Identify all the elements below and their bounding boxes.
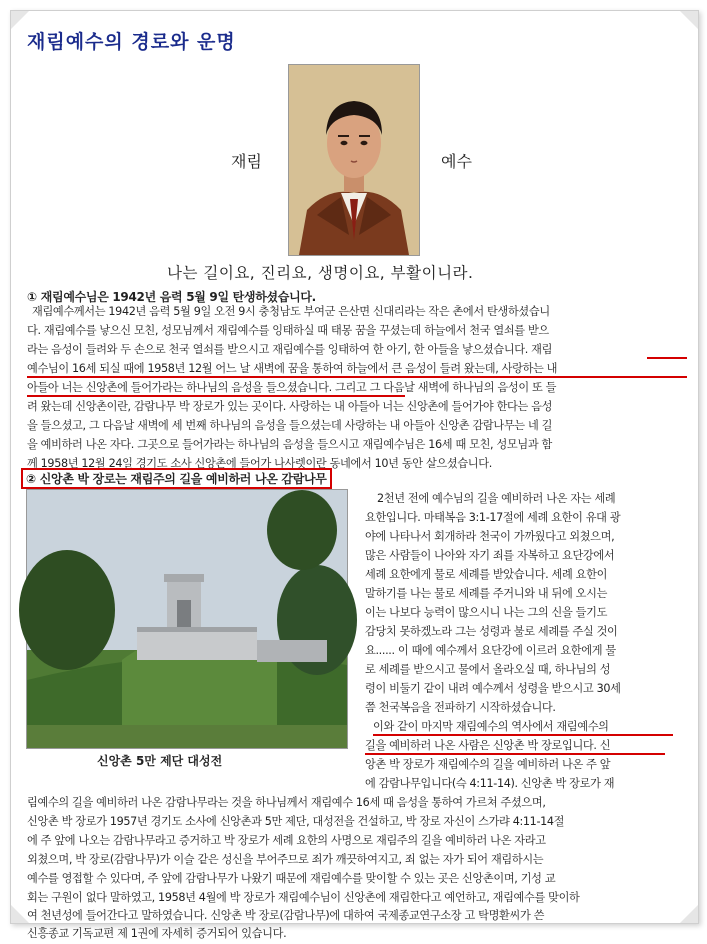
section2-line: 이는 나보다 능력이 많으시니 나는 그의 신을 들기도 xyxy=(365,606,608,619)
section2-line: 감당치 못하겠노라 그는 성령과 불로 세례를 주실 것이 xyxy=(365,625,618,638)
section2-line: 야에 나타나서 회개하라 천국이 가까웠다고 외쳤으며, xyxy=(365,530,615,543)
section1-line: 께 1958년 12월 24일 경기도 소사 신앙촌에 들어가 나사렛이란 동네에서 10년 동안 살으셨습니다. xyxy=(27,457,492,470)
page-curl-top-right xyxy=(680,11,698,29)
section1-line: 라는 음성이 들려와 두 손으로 천국 열쇠를 받으시고 재림예수를 잉태하여 한 아기, 한 아들을 낳으셨습니다. 재림 xyxy=(27,343,553,356)
section1-heading: ① 재림예수님은 1942년 음력 5월 9일 탄생하셨습니다. xyxy=(27,290,316,304)
section1-line: 예수님이 16세 되실 때에 1958년 12월 어느 날 새벽에 꿈을 통하여 하늘에서 큰 음성이 들려 왔는데, 사랑하는 내 xyxy=(27,362,558,375)
section2-bottom-line: 여 천년성에 들어간다고 말하였습니다. 신앙촌 박 장로(감람나무)에 대하여 국제종교연구소장 고 탁명환씨가 쓴 xyxy=(27,909,545,922)
section2-bottom-line: 신앙촌 박 장로가 1957년 경기도 소사에 신앙촌과 5만 제단, 대성전을 건설하고, 박 장로 자신이 스가랴 4:11-14절 xyxy=(27,815,565,828)
section2-line: 에 감람나무입니다(슥 4:11-14). 신앙촌 박 장로가 재 xyxy=(365,777,615,790)
document-page xyxy=(10,10,699,940)
section2-bottom-line: 예수를 영접할 수 있다며, 주 앞에 감람나무가 나왔기 때문에 재림예수를 맞이할 수 있는 곳은 신앙촌이며, 기성 교 xyxy=(27,872,556,885)
highlight-underline xyxy=(647,357,687,359)
section1-line: 재림예수께서는 1942년 음력 5월 9일 오전 9시 충청남도 부여군 은산면 신대리라는 작은 촌에서 탄생하셨습니 xyxy=(32,305,550,318)
section2-bottom-line: 림예수의 길을 예비하러 나온 감람나무라는 것을 하나님께서 재림예수 16세 때 음성을 통하여 가르쳐 주셨으며, xyxy=(27,796,546,809)
name-label-left: 재림 xyxy=(231,152,262,171)
section2-line: 2천년 전에 예수님의 길을 예비하러 나온 자는 세례 xyxy=(377,492,616,505)
section1-line: 을 예비하러 나온 자다. 그곳으로 들어가라는 하나님의 음성을 들으시고 재림예수님은 16세 때 모친, 성모님과 함 xyxy=(27,438,552,451)
church-photo xyxy=(26,489,348,749)
section2-bottom-line: 외쳤으며, 박 장로(감람나무)가 이슬 같은 성신을 부어주므로 죄가 깨끗하여지고, 죄 없는 자가 되어 재림하시는 xyxy=(27,853,544,866)
section2-bottom-line: 신흥종교 기독교편 제 1권에 자세히 증거되어 있습니다. xyxy=(27,927,287,940)
section1-line: 려 왔는데 신앙촌이란, 감람나무 박 장로가 있는 곳이다. 사랑하는 내 아들아 너는 신앙촌에 들어가야 한다는 음성 xyxy=(27,400,553,413)
section1-line: 다. 재림예수를 낳으신 모친, 성모님께서 재림예수를 잉태하실 때 태몽 꿈을 꾸셨는데 하늘에서 천국 열쇠를 받으 xyxy=(27,324,549,337)
section2-line: 로 세례를 받으시고 물에서 올라오실 때, 하나님의 성 xyxy=(365,663,611,676)
quote-line: 나는 길이요, 진리요, 생명이요, 부활이니라. xyxy=(167,264,474,282)
section2-line: 많은 사람들이 나아와 자기 죄를 자복하고 요단강에서 xyxy=(365,549,615,562)
photo-caption: 신앙촌 5만 제단 대성전 xyxy=(97,754,223,768)
section2-bottom-line: 에 주 앞에 나오는 감람나무라고 증거하고 박 장로가 세례 요한의 사명으로 재림주의 길을 예비하러 나온 자라고 xyxy=(27,834,546,847)
section2-heading: ② 신앙촌 박 장로는 재림주의 길을 예비하러 나온 감람나무 xyxy=(21,468,332,489)
section2-line: 요...... 이 때에 예수께서 요단강에 이르러 요한에게 물 xyxy=(365,644,616,657)
section2-line: 길을 예비하러 나온 사람은 신앙촌 박 장로입니다. 신 xyxy=(365,739,611,752)
highlight-underline xyxy=(365,753,665,755)
highlight-underline xyxy=(373,734,673,736)
section2-line: 말하기를 나는 물로 세례를 주거니와 내 뒤에 오시는 xyxy=(365,587,608,600)
section2-line: 쯤 천국복음을 전파하기 시작하셨습니다. xyxy=(365,701,556,714)
portrait-photo xyxy=(288,64,420,256)
section2-line: 요한입니다. 마태복음 3:1-17절에 세례 요한이 유대 광 xyxy=(365,511,621,524)
section1-line: 을 들으셨고, 그 다음날 새벽에 세 번째 하나님의 음성을 들으셨는데 사랑하는 내 아들아 신앙촌 감람나무는 네 길 xyxy=(27,419,553,432)
name-label-right: 예수 xyxy=(441,152,472,171)
section2-bottom-line: 회는 구원이 없다 말하였고, 1958년 4월에 박 장로가 재림예수님이 신앙촌에 재림한다고 예언하고, 재림예수를 맞이하 xyxy=(27,891,580,904)
portrait-illustration xyxy=(289,65,419,255)
church-illustration xyxy=(27,490,347,748)
section2-line: 령이 비둘기 같이 내려 예수께서 성령을 받으시고 30세 xyxy=(365,682,621,695)
highlight-underline xyxy=(27,395,405,397)
highlight-underline xyxy=(27,376,687,378)
page-title: 재림예수의 경로와 운명 xyxy=(27,31,236,53)
section1-line: 아들아 너는 신앙촌에 들어가라는 하나님의 음성을 들으셨습니다. 그리고 그 다음날 새벽에 하나님의 음성이 또 들 xyxy=(27,381,557,394)
section2-line: 이와 같이 마지막 재림예수의 역사에서 재림예수의 xyxy=(373,720,609,733)
section2-line: 앙촌 박 장로가 재림예수의 길을 예비하러 나온 주 앞 xyxy=(365,758,611,771)
section2-line: 세례 요한에게 물로 세례를 받았습니다. 세례 요한이 xyxy=(365,568,608,581)
